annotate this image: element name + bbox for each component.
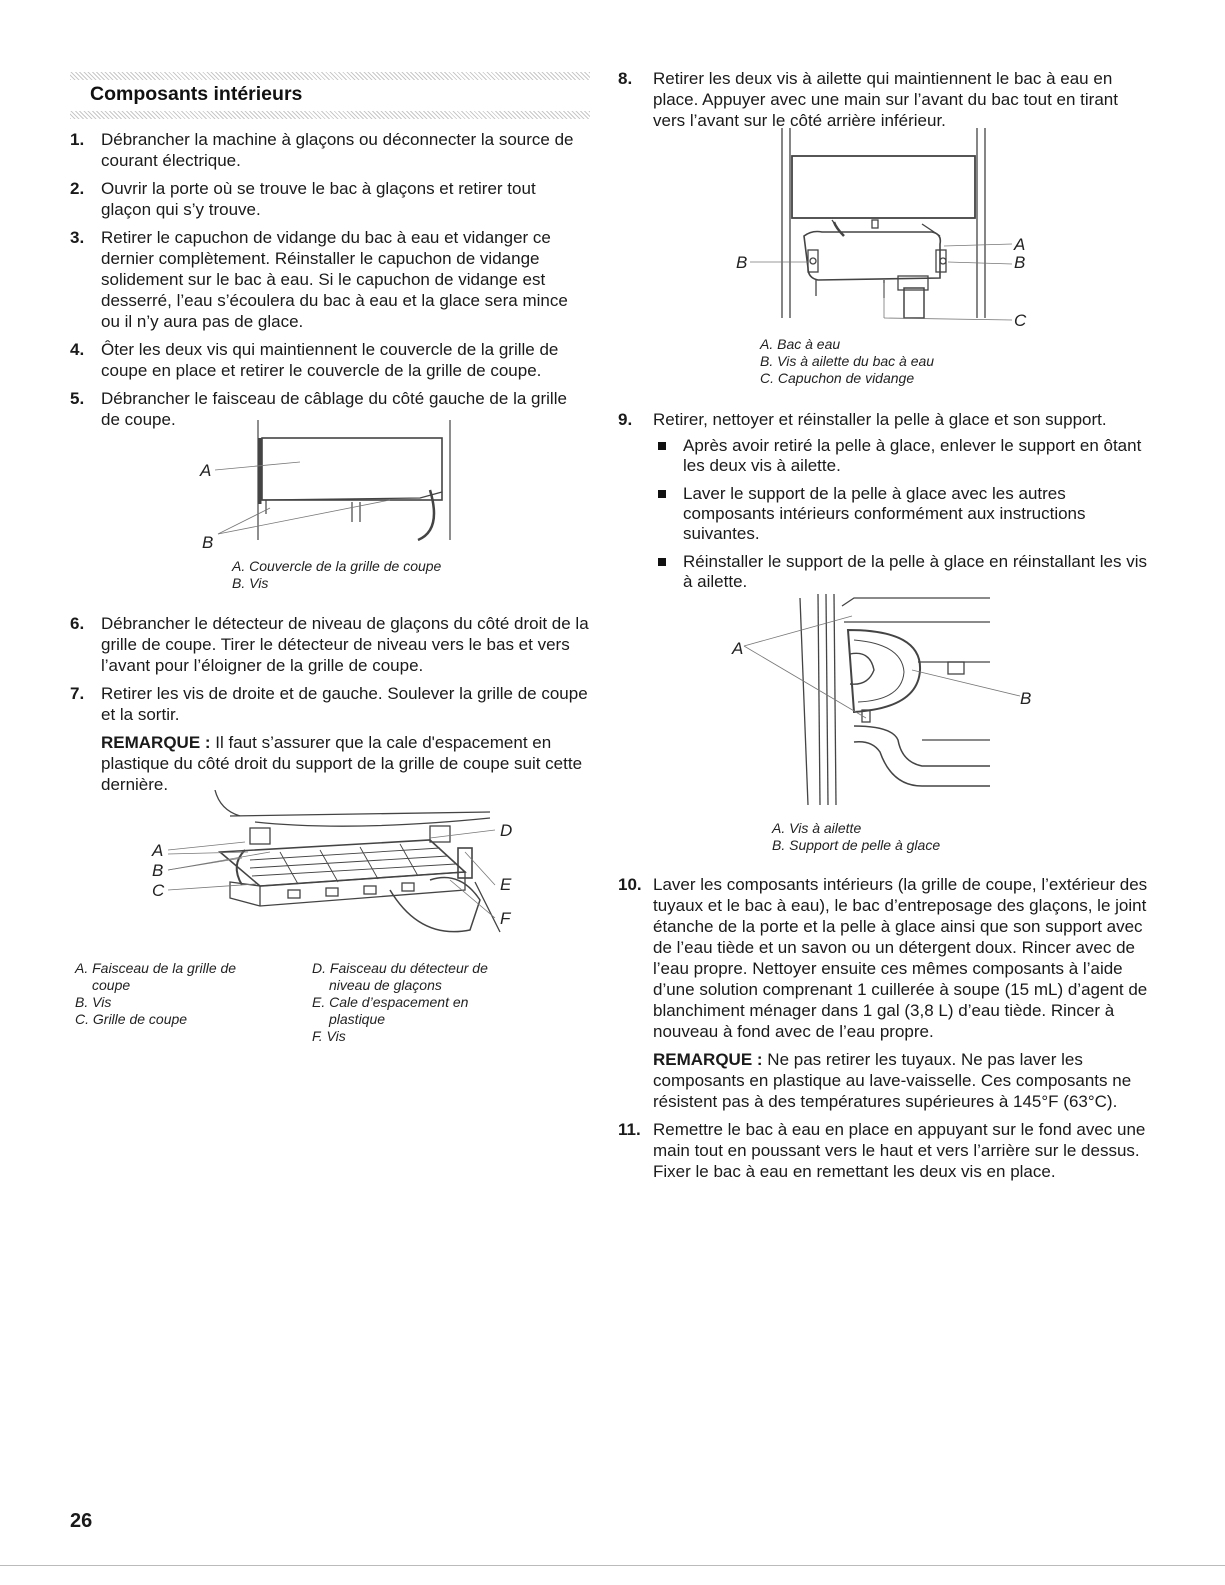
caption-line: A. Vis à ailette bbox=[772, 820, 862, 836]
figure-caption bbox=[760, 336, 934, 387]
step-number: 2. bbox=[70, 179, 85, 198]
step-text: Débrancher la machine à glaçons ou déconnecter la source de courant électrique. bbox=[101, 130, 574, 170]
figure-label-b: B bbox=[1020, 689, 1032, 708]
figure-cutter-grid-cover bbox=[70, 420, 590, 600]
steps-10-11 bbox=[618, 874, 1150, 1189]
figure-label-c: C bbox=[1014, 311, 1027, 330]
step-number: 4. bbox=[70, 340, 85, 359]
figure-label-a: A bbox=[152, 841, 164, 860]
figure-label-b-right: B bbox=[1014, 253, 1026, 272]
page-number: 26 bbox=[70, 1510, 93, 1532]
step-text: Débrancher le détecteur de niveau de glaçons du côté droit de la grille de coupe. Tirer le détecteur de niveau vers le bas et vers l’avant pour l’éloigner de la grille de coupe. bbox=[101, 614, 589, 675]
caption-line: coupe bbox=[92, 977, 131, 993]
step-text: Retirer le capuchon de vidange du bac à eau et vidanger ce dernier complètement. Réinstaller le capuchon de vidange solidement sur le bac à eau. Si le capuchon de vidange est desserré, l’eau s’écoulera du bac à eau et la glace sera mince ou il n’y aura pas de glace. bbox=[101, 228, 568, 331]
step-number: 3. bbox=[70, 228, 85, 247]
note-label: REMARQUE : bbox=[101, 733, 211, 752]
step-text: Ôter les deux vis qui maintiennent le couvercle de la grille de coupe en place et retirer le couvercle de la grille de coupe. bbox=[101, 340, 559, 380]
step-number: 10. bbox=[618, 875, 642, 894]
caption-line: E. Cale d’espacement en bbox=[312, 994, 469, 1010]
caption-line: B. Support de pelle à glace bbox=[772, 837, 941, 853]
figure-ice-scoop-holder bbox=[622, 590, 1150, 865]
step-text: Retirer, nettoyer et réinstaller la pelle à glace et son support. bbox=[653, 410, 1107, 429]
steps-1-5 bbox=[70, 129, 590, 437]
step-number: 8. bbox=[618, 69, 633, 88]
figure-label-e: E bbox=[500, 875, 512, 894]
caption-line: A. Couvercle de la grille de coupe bbox=[232, 558, 442, 574]
step-6 bbox=[70, 613, 590, 676]
figure-label-a: A bbox=[200, 461, 212, 480]
step-note bbox=[101, 732, 590, 795]
bullet-item: Réinstaller le support de la pelle à glace en réinstallant les vis à ailette. bbox=[653, 552, 1150, 592]
step-9-list bbox=[618, 409, 1150, 600]
figure-cutter-grid bbox=[70, 790, 590, 1060]
caption-line: C. Grille de coupe bbox=[75, 1011, 188, 1027]
step-text: Retirer les vis de droite et de gauche. Soulever la grille de coupe et la sortir. bbox=[101, 684, 588, 724]
caption-line: niveau de glaçons bbox=[329, 977, 442, 993]
step-text: Remettre le bac à eau en place en appuyant sur le fond avec une main tout en poussant vers le haut et vers l’arrière sur le dessus. Fixer le bac à eau en remettant les deux vis en place. bbox=[653, 1120, 1146, 1181]
note-text: Il faut s’assurer que la cale d'espacement en plastique du côté droit du support de la grille de coupe suit cette dernière. bbox=[101, 733, 583, 794]
figure-label-b: B bbox=[202, 533, 214, 552]
caption-line: plastique bbox=[329, 1011, 386, 1027]
step-2 bbox=[70, 178, 590, 220]
caption-line: B. Vis à ailette du bac à eau bbox=[760, 353, 935, 369]
figure-label-a: A bbox=[732, 639, 744, 658]
step-number: 9. bbox=[618, 410, 633, 429]
step-1 bbox=[70, 129, 590, 171]
caption-line: A. Bac à eau bbox=[760, 336, 841, 352]
step-4 bbox=[70, 339, 590, 381]
note-label: REMARQUE : bbox=[653, 1050, 763, 1069]
step-text: Débrancher le faisceau de câblage du côté gauche de la grille de coupe. bbox=[101, 389, 567, 429]
figure-label-a: A bbox=[1014, 235, 1026, 254]
step-note bbox=[653, 1049, 1150, 1112]
figure-label-f: F bbox=[500, 909, 511, 928]
figure-label-d: D bbox=[500, 821, 513, 840]
ice-scoop-holder-illustration bbox=[622, 590, 1150, 810]
step-8 bbox=[618, 68, 1150, 131]
bottom-rule bbox=[0, 1565, 1225, 1566]
heading-rule-top bbox=[70, 72, 590, 80]
step-number: 5. bbox=[70, 389, 85, 408]
caption-line: B. Vis bbox=[75, 994, 112, 1010]
cutter-grid-cover-illustration bbox=[70, 420, 590, 560]
step-number: 6. bbox=[70, 614, 85, 633]
note-text: Ne pas retirer les tuyaux. Ne pas laver les composants en plastique au lave-vaisselle. Ces composants ne résistent pas à des températures supérieures à 145°F (63°C). bbox=[653, 1050, 1132, 1111]
water-tank-illustration bbox=[622, 128, 1150, 333]
step-text: Laver les composants intérieurs (la grille de coupe, l’extérieur des tuyaux et le bac à eau), le bac d’entreposage des glaçons, le joint étanche de la porte et la pelle à glace ainsi que son support avec de l’eau tiède et un savon ou un détergent doux. Rincer avec de l’eau propre. Nettoyer ensuite ces mêmes composants à l’aide d’une solution comprenant 1 cuillerée à soupe (15 mL) d’agent de blanchiment ménager dans 1 gal (3,8 L) d’eau tiède. Rincer à nouveau à fond avec de l’eau propre. bbox=[653, 875, 1148, 1041]
caption-line: C. Capuchon de vidange bbox=[760, 370, 915, 386]
step-number: 1. bbox=[70, 130, 85, 149]
step-3 bbox=[70, 227, 590, 332]
bullet-item: Laver le support de la pelle à glace avec les autres composants intérieurs conformément aux instructions suivantes. bbox=[653, 484, 1150, 544]
caption-line: D. Faisceau du détecteur de bbox=[312, 960, 488, 976]
step-9 bbox=[618, 409, 1150, 592]
step-7 bbox=[70, 683, 590, 795]
figure-label-b: B bbox=[152, 861, 164, 880]
heading-rule-bottom bbox=[70, 111, 590, 119]
step-11 bbox=[618, 1119, 1150, 1182]
step-10 bbox=[618, 874, 1150, 1112]
bullet-list bbox=[653, 436, 1150, 592]
figure-label-b-left: B bbox=[736, 253, 748, 272]
figure-caption-right bbox=[312, 960, 552, 1045]
figure-water-tank bbox=[622, 128, 1150, 398]
caption-line: B. Vis bbox=[232, 575, 269, 591]
section-title: Composants intérieurs bbox=[90, 83, 303, 105]
figure-label-c: C bbox=[152, 881, 165, 900]
figure-caption bbox=[232, 558, 441, 592]
step-text: Retirer les deux vis à ailette qui maintiennent le bac à eau en place. Appuyer avec une main sur l’avant du bac tout en tirant vers l’avant sur le côté arrière inférieur. bbox=[653, 69, 1118, 130]
figure-caption-left bbox=[75, 960, 275, 1028]
figure-caption bbox=[772, 820, 940, 854]
step-number: 7. bbox=[70, 684, 85, 703]
caption-line: A. Faisceau de la grille de bbox=[75, 960, 237, 976]
step-number: 11. bbox=[618, 1120, 641, 1139]
bullet-item: Après avoir retiré la pelle à glace, enlever le support en ôtant les deux vis à ailette. bbox=[653, 436, 1150, 476]
cutter-grid-illustration bbox=[70, 790, 590, 950]
steps-6-7 bbox=[70, 613, 590, 802]
step-text: Ouvrir la porte où se trouve le bac à glaçons et retirer tout glaçon qui s’y trouve. bbox=[101, 179, 536, 219]
caption-line: F. Vis bbox=[312, 1028, 346, 1044]
